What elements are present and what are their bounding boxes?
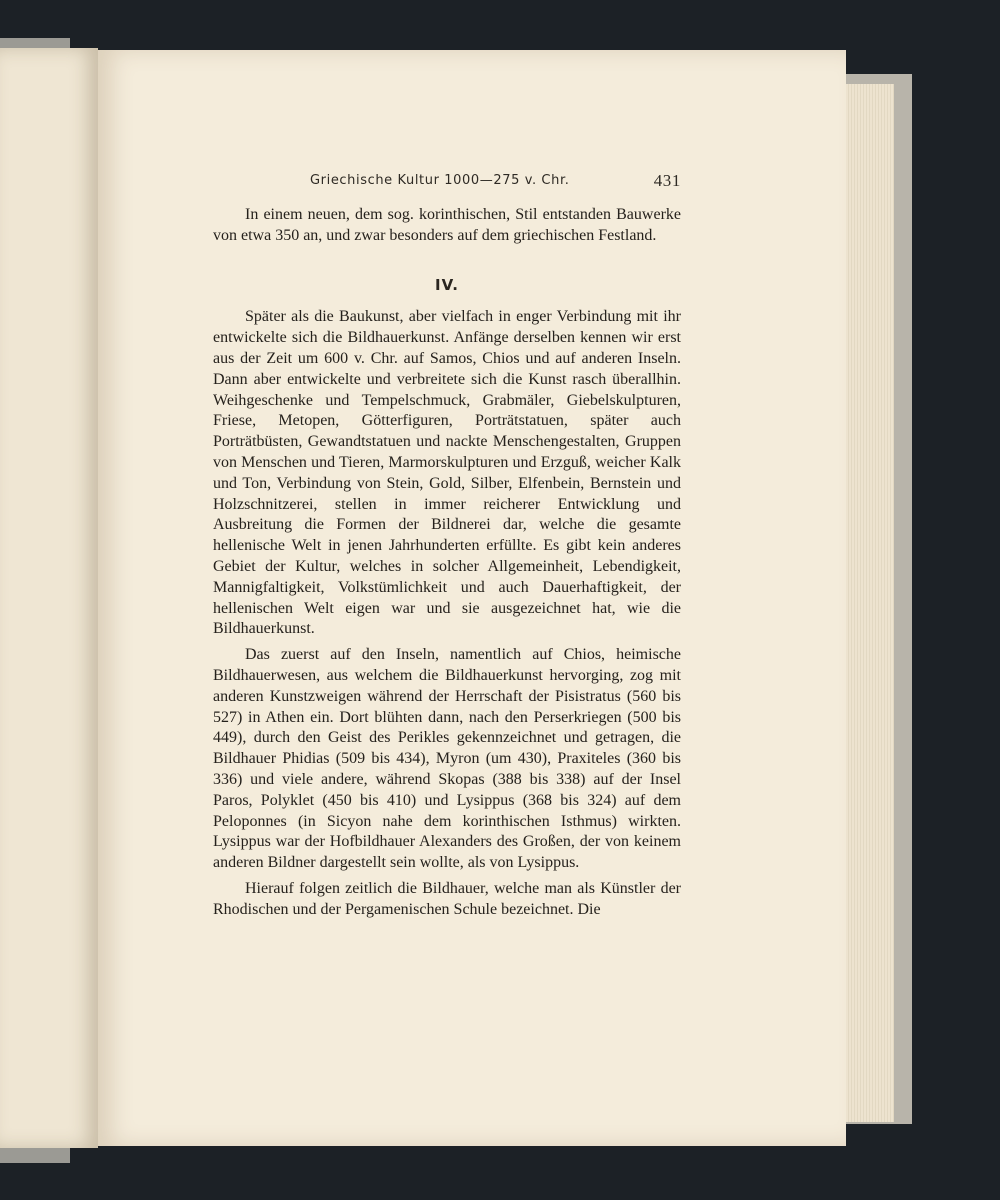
page-edges bbox=[846, 84, 894, 1122]
paragraph-1: Später als die Baukunst, aber vielfach in enger Verbindung mit ihr entwickelte sich die Bildhauerkunst. Anfänge derselben kennen wir erst aus der Zeit um 600 v. Chr. auf Samos, Chios und auf anderen Inseln. Dann aber entwickelte und verbreitete sich die Kunst rasch überallhin. Weihgeschenke und Tempelschmuck, Grabmäler, Giebelskulpturen, Friese, Metopen, Götterfiguren, Porträtstatuen, später auch Porträtbüsten, Gewandtstatuen und nackte Menschengestalten, Gruppen von Menschen und Tieren, Marmorskulpturen und Erzguß, weicher Kalk und Ton, Verbindung von Stein, Gold, Silber, Elfenbein, Bernstein und Holzschnitzerei, stellen in immer reicherer Entwicklung und Ausbreitung die Formen der Bildnerei dar, welche die gesamte hellenische Welt in jenen Jahrhunderten erfüllte. Es gibt kein anderes Gebiet der Kultur, welches in solcher Allgemeinheit, Lebendigkeit, Mannigfaltigkeit, Volkstümlichkeit und auch Dauerhaftigkeit, der hellenischen Welt eigen war und sie ausgezeichnet hat, wie die Bildhauerkunst. bbox=[213, 308, 681, 638]
running-title: Griechische Kultur 1000—275 v. Chr. bbox=[310, 173, 570, 188]
paragraph-3: Hierauf folgen zeitlich die Bildhauer, welche man als Künstler der Rhodischen und der Pergamenischen Schule bezeichnet. Die bbox=[213, 879, 681, 918]
section-heading: IV. bbox=[435, 275, 459, 294]
paragraph-intro: In einem neuen, dem sog. korinthischen, Stil entstanden Bauwerke von etwa 350 an, und zwar besonders auf dem griechischen Festland. bbox=[213, 206, 681, 244]
paragraph-2: Das zuerst auf den Inseln, namentlich auf Chios, heimische Bildhauerwesen, aus welchem die Bildhauerkunst hervorging, zog mit anderen Kunstzweigen während der Herrschaft der Pisistratus (560 bis 527) in Athen ein. Dort blühten dann, nach den Perserkriegen (500 bis 449), durch den Geist des Perikles gekennzeichnet und getragen, die Bildhauer Phidias (509 bis 434), Myron (um 430), Praxiteles (360 bis 336) und viele andere, während Skopas (388 bis 338) auf der Insel Paros, Polyklet (450 bis 410) und Lysippus (368 bis 324) auf dem Peloponnes (in Sicyon nahe dem korinthischen Isthmus) wirkten. Lysippus war der Hofbildhauer Alexanders des Großen, der von keinem anderen Bildner dargestellt sein wollte, als von Lysippus. bbox=[213, 646, 681, 872]
left-page bbox=[0, 48, 98, 1148]
running-head bbox=[213, 173, 681, 195]
text-block bbox=[213, 205, 681, 926]
page-number: 431 bbox=[653, 171, 681, 190]
